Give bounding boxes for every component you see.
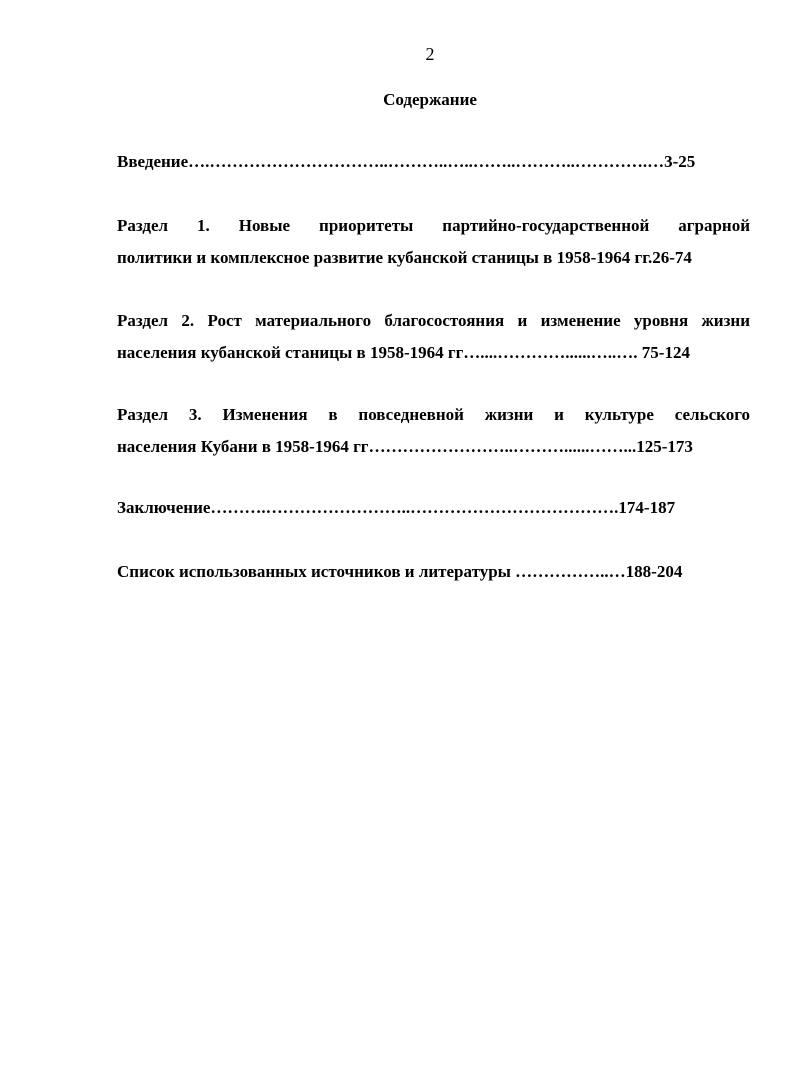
toc-entry-line: Введение….…………………………..………..…..……..………..………….…3-25: [117, 152, 696, 171]
toc-entry-line: Раздел 2. Рост материального благосостояния и изменение уровня жизни: [117, 311, 750, 330]
toc-entry-line: Раздел 3. Изменения в повседневной жизни и культуре сельского: [117, 405, 750, 424]
toc-entry-intro: [117, 146, 750, 178]
toc-entry-line: Заключение……….……………………..……………………………….174-187: [117, 498, 676, 517]
toc-entry-line: населения Кубани в 1958-1964 гг……………………..………......……...125-173: [117, 437, 693, 456]
toc-entry-conclusion: [117, 492, 750, 524]
toc-entry-line: Список использованных источников и литературы ……………..…188-204: [117, 562, 683, 581]
toc-entry-literature: [117, 556, 750, 588]
toc-entry-section-2: [117, 305, 750, 369]
toc-entry-line: политики и комплексное развитие кубанской станицы в 1958-1964 гг.26-74: [117, 248, 692, 267]
toc-entry-section-3: [117, 399, 750, 463]
toc-entry-line: населения кубанской станицы в 1958-1964 гг…....…………......…..…. 75-124: [117, 343, 690, 362]
toc-title: Содержание: [383, 90, 477, 109]
page-number: 2: [425, 44, 435, 64]
toc-entry-line: Раздел 1. Новые приоритеты партийно-государственной аграрной: [117, 216, 750, 235]
toc-entry-section-1: [117, 210, 750, 274]
